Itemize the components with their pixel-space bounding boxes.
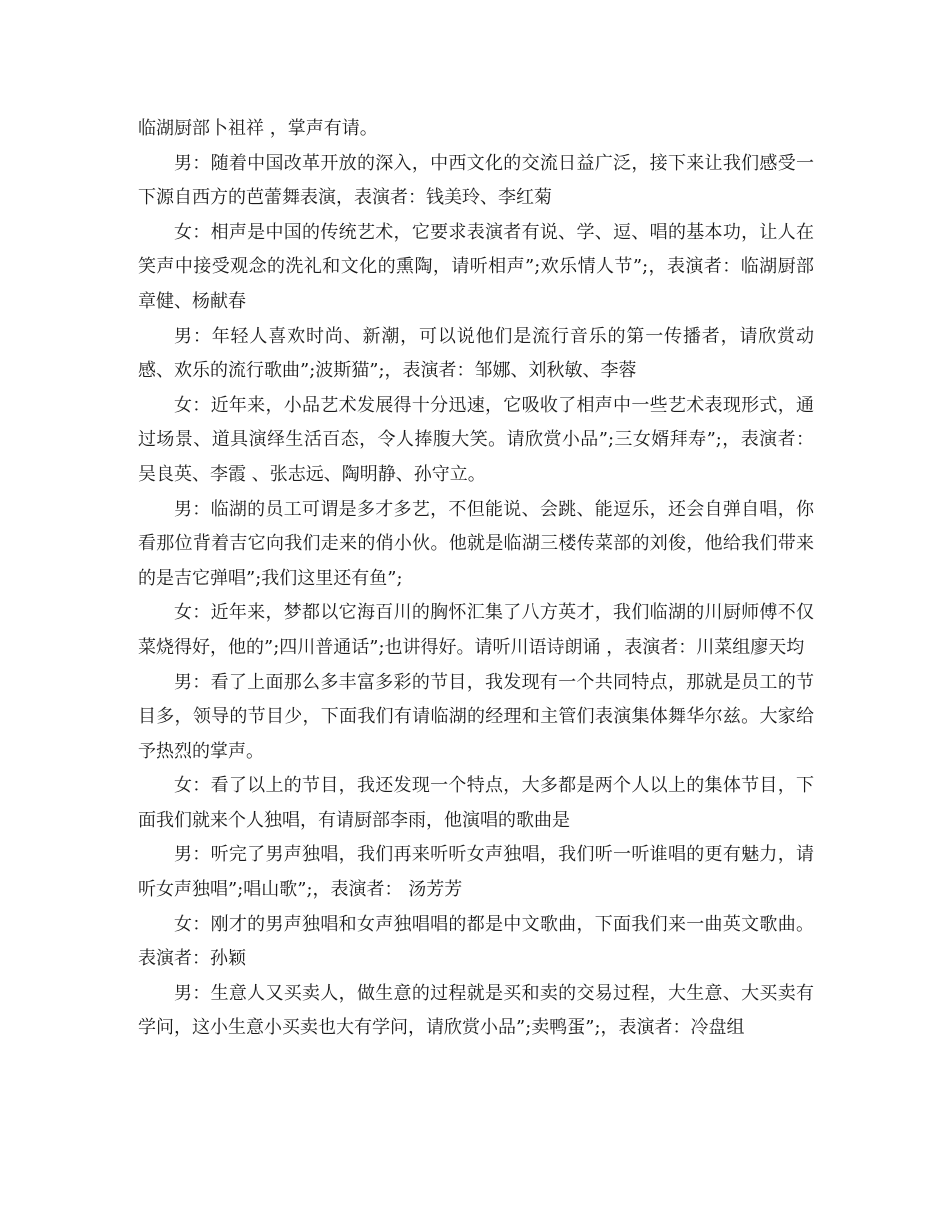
document-body [138,112,814,1046]
paragraph-4: 男：年轻人喜欢时尚、新潮，可以说他们是流行音乐的第一传播者，请欣赏动感、欢乐的流行歌曲”;波斯猫”;，表演者：邹娜、刘秋敏、李蓉 [138,325,814,382]
paragraph-9: 女：看了以上的节目，我还发现一个特点，大多都是两个人以上的集体节目，下面我们就来个人独唱，有请厨部李雨，他演唱的歌曲是 [138,775,814,831]
paragraph-6: 男：临湖的员工可谓是多才多艺，不但能说、会跳、能逗乐，还会自弹自唱，你看那位背着吉它向我们走来的俏小伙。他就是临湖三楼传菜部的刘俊，他给我们带来的是吉它弹唱”;我们这里还有鱼”; [138,498,814,589]
paragraph-2: 男：随着中国改革开放的深入，中西文化的交流日益广泛，接下来让我们感受一下源自西方的芭蕾舞表演，表演者：钱美玲、李红菊 [138,152,814,209]
paragraph-5: 女：近年来，小品艺术发展得十分迅速，它吸收了相声中一些艺术表现形式，通过场景、道具演绎生活百态，令人捧腹大笑。请欣赏小品”;三女婿拜寿”;，表演者：吴良英、李霞 、张志远、陶明静、孙守立。 [138,394,814,485]
paragraph-3: 女：相声是中国的传统艺术，它要求表演者有说、学、逗、唱的基本功，让人在笑声中接受观念的洗礼和文化的熏陶，请听相声”;欢乐情人节”;，表演者：临湖厨部章健、杨献春 [138,221,814,312]
paragraph-12: 男：生意人又买卖人，做生意的过程就是买和卖的交易过程，大生意、大买卖有学问，这小生意小买卖也大有学问，请欣赏小品”;卖鸭蛋”;，表演者：冷盘组 [138,982,814,1039]
paragraph-7: 女：近年来，梦都以它海百川的胸怀汇集了八方英才，我们临湖的川厨师傅不仅菜烧得好，他的”;四川普通话”;也讲得好。请听川语诗朗诵 ，表演者：川菜组廖天均 [138,602,814,658]
paragraph-1: 临湖厨部卜祖祥 ，掌声有请。 [138,118,378,139]
paragraph-11: 女：刚才的男声独唱和女声独唱唱的都是中文歌曲，下面我们来一曲英文歌曲。表演者：孙颖 [138,913,814,970]
paragraph-10: 男：听完了男声独唱，我们再来听听女声独唱，我们听一听谁唱的更有魅力，请听女声独唱”;唱山歌”;，表演者： 汤芳芳 [138,844,814,901]
paragraph-8: 男：看了上面那么多丰富多彩的节目，我发现有一个共同特点，那就是员工的节目多，领导的节目少，下面我们有请临湖的经理和主管们表演集体舞华尔兹。大家给予热烈的掌声。 [138,671,814,762]
